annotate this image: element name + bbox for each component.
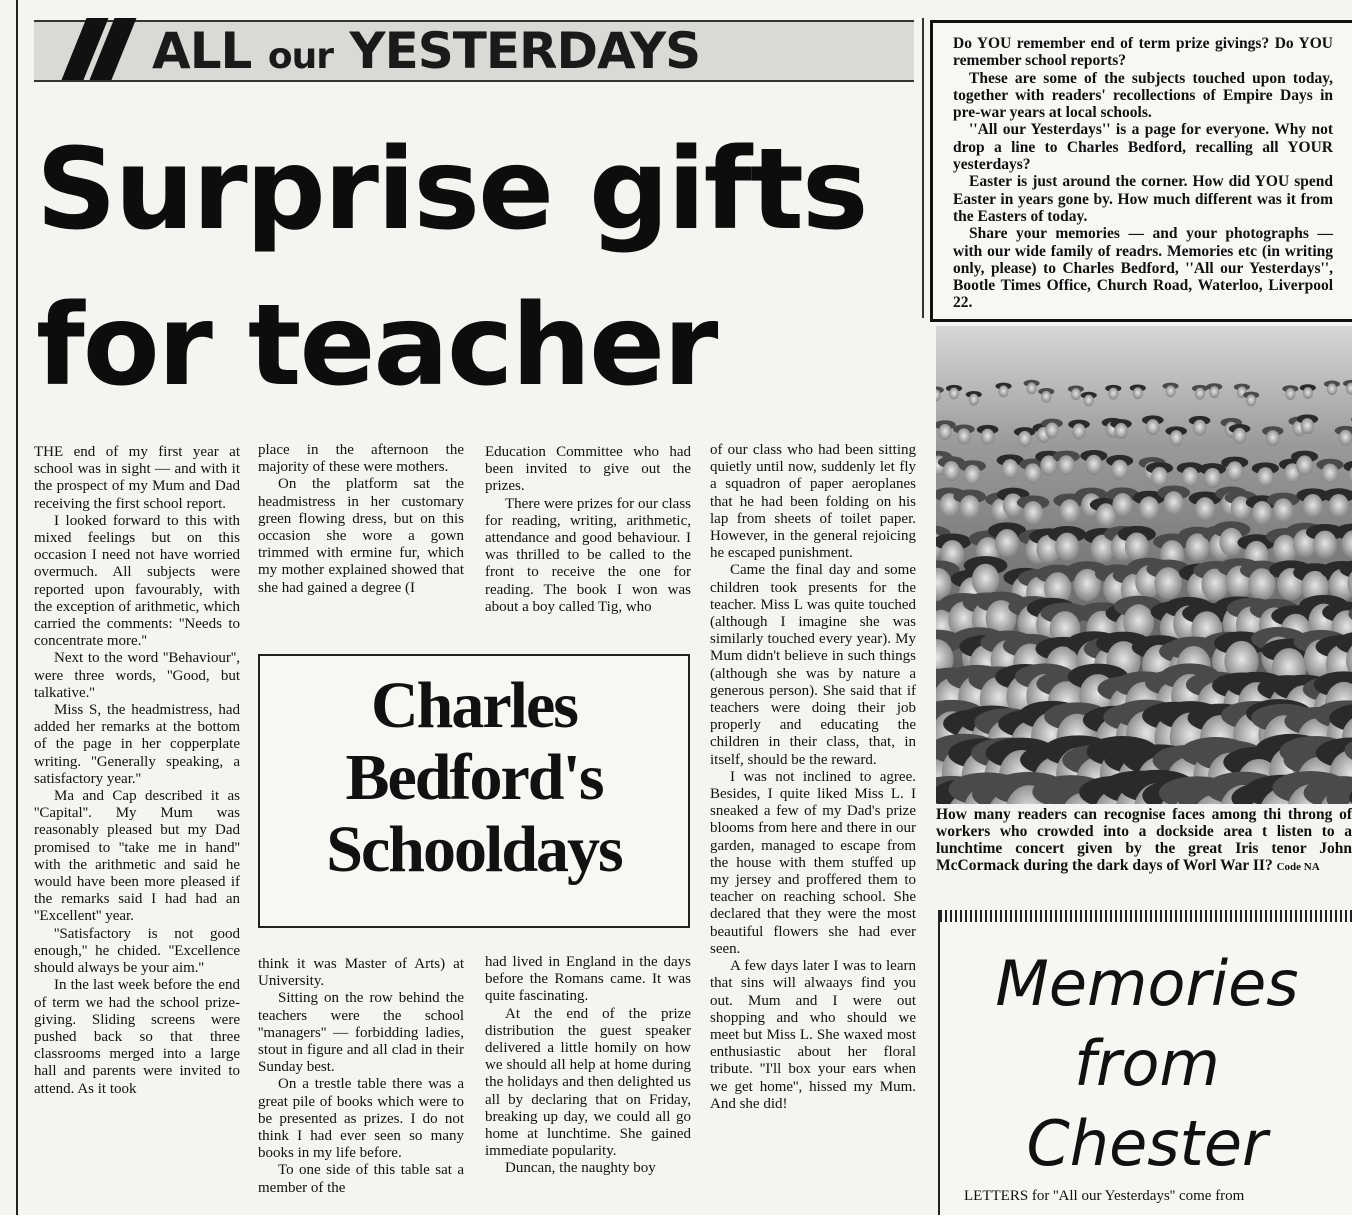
page-left-rule [16, 0, 18, 1215]
feature-line-1: Charles [371, 669, 577, 742]
paragraph: There were prizes for our class for reading, writing, arithmetic, attendance and good behaviour. I was thrilled to be called to the front to receive the one for reading. The book I won was about a boy called Tig, who [485, 495, 691, 615]
paragraph: Education Committee who had been invited to give out the prizes. [485, 444, 691, 495]
crowd-face [1133, 387, 1143, 399]
masthead-all: ALL [152, 22, 252, 80]
crowd-face [1151, 467, 1168, 487]
crowd-face [1112, 493, 1132, 517]
sidebar-paragraph: Share your memories — and your photographs — with our wide family of readrs. Memories etc (in writing only, please) to Charles Bedford, ''All our Yesterdays'', Bootle Times Office, Church Road, Waterloo, Liverpool 22. [953, 225, 1333, 312]
headline-line-1: Surprise gifts [36, 125, 867, 255]
crowd-face [1108, 388, 1118, 400]
crowd-face [969, 394, 979, 406]
paragraph: think it was Master of Arts) at University. [258, 956, 464, 990]
crowd-face [1045, 422, 1059, 438]
article-column-1 [34, 444, 240, 1098]
memories-border-ticks [940, 910, 1352, 922]
paragraph: To one side of this table sat a member of the [258, 1162, 464, 1196]
sidebar-paragraph: Do YOU remember end of term prize givings? Do YOU remember school reports? [953, 35, 1333, 70]
crowd-face [949, 388, 959, 400]
crowd-face [1023, 501, 1043, 525]
paragraph: I looked forward to this with mixed feelings but on this occasion I need not have worried overmuch. All subjects were reported upon favourably, with the exception of arithmetic, which carried the comments: ''Needs to concentrate more.'' [34, 512, 240, 650]
crowd-face [1002, 459, 1019, 479]
crowd-face [1182, 467, 1199, 487]
paragraph: Miss S, the headmistress, had added her remarks at the bottom of the page in her copperplate writing. ''Generally speaking, a satisfactory year.'' [34, 702, 240, 787]
feature-line-3: Schooldays [326, 813, 622, 886]
crowd-face [1071, 388, 1081, 400]
crowd-face [1257, 467, 1274, 487]
sidebar-paragraph: ''All our Yesterdays'' is a page for everyone. Why not drop a line to Charles Bedford, recalling all YOUR yesterdays? [953, 121, 1333, 174]
memories-text: LETTERS for ''All our Yesterdays'' come from [964, 1188, 1245, 1204]
paragraph: I was not inclined to agree. Besides, I quite liked Miss L. I sneaked a few of my Dad's prize blooms from here and there in our garden, managed to escape from the house with them stuffed up my jersey and proffered them to teacher on reaching school. She declared that they were the most beautiful flowers she had ever seen. [710, 768, 916, 957]
masthead-title [152, 24, 700, 84]
crowd-face [1285, 388, 1295, 400]
crowd-face [1209, 386, 1219, 398]
photo-caption [936, 806, 1352, 876]
crowd-face [1301, 418, 1315, 434]
sidebar-paragraph: These are some of the subjects touched upon today, together with readers' recollections of Empire Days in pre-war years at local schools. [953, 69, 1333, 122]
headline [36, 112, 926, 424]
crowd-face [1084, 395, 1094, 407]
crowd-face [1114, 423, 1128, 439]
crowd-face [1226, 461, 1243, 481]
crowd-face [1266, 430, 1280, 446]
paragraph: At the end of the prize distribution the guest speaker delivered a little homily on how we should all help at home during the holidays and then delighted us all by declaring that on Friday, breaking up day, we could all go home at lunchtime. She gained immediate popularity. [485, 1005, 691, 1160]
crowd-face [1327, 383, 1337, 395]
paragraph: Next to the word ''Behaviour'', were three words, ''Good, but talkative.'' [34, 650, 240, 701]
crowd-photo-image [936, 326, 1352, 804]
crowd-face [1125, 532, 1149, 560]
paragraph: A few days later I was to learn that sins will alwaays find you out. Mum and I were out shopping and who should we meet but Miss L. She waxed most enthusiastic about her floral tribute. ''I'll box your ears when we get home'', hissed my Mum. And she did! [710, 958, 916, 1112]
crowd-face [1041, 391, 1051, 403]
crowd-face [1246, 394, 1256, 406]
crowd-face [1027, 383, 1037, 395]
paragraph: In the last week before the end of term we had the school prize-giving. Sliding screens were pushed back so that three classrooms merged into a large hall and parents were invited to attend. As it took [34, 977, 240, 1097]
masthead-band [34, 20, 914, 82]
crowd-face [1085, 455, 1102, 475]
crowd-face [1155, 567, 1182, 599]
crowd-face [1166, 385, 1176, 397]
memories-line-2: from [1074, 1027, 1220, 1100]
masthead-our: our [267, 36, 333, 77]
crowd-face [972, 564, 999, 596]
crowd-face [964, 465, 981, 485]
crowd-face [1195, 388, 1205, 400]
headline-line-2: for teacher [36, 281, 717, 411]
crowd-face [1055, 533, 1079, 561]
crowd-face [1204, 468, 1221, 488]
memories-line-3: Chester [1026, 1107, 1268, 1180]
crowd-face [995, 529, 1019, 557]
article-column-2-top [258, 442, 464, 597]
paragraph: had lived in England in the days before the Romans came. It was quite fascinating. [485, 954, 691, 1005]
crowd-face [1072, 423, 1086, 439]
crowd-face [1302, 494, 1322, 518]
crowd-face [1169, 430, 1183, 446]
feature-box [258, 654, 690, 928]
article-column-2-bottom [258, 956, 464, 1197]
article-column-3-bottom [485, 954, 691, 1178]
crowd-face [1296, 455, 1313, 475]
masthead-yesterdays: YESTERDAYS [349, 22, 701, 80]
sidebar-paragraph: Easter is just around the corner. How did YOU spend Easter in years gone by. How much different was it from the Easters of today. [953, 173, 1333, 225]
crowd-face [1139, 496, 1159, 520]
paragraph: On the platform sat the headmistress in her customary green flowing dress, but on this occasion she wore a gown trimmed with ermine fur, which my mother explained showed that she had gained a degree (I [258, 476, 464, 596]
crowd-face [1339, 430, 1352, 446]
paragraph: ''Satisfactory is not good enough,'' he chided. ''Excellence should always be your aim.'' [34, 925, 240, 977]
memories-line-1: Memories [995, 947, 1299, 1020]
caption-text: How many readers can recognise faces among thi throng of workers who crowded into a dockside area t listen to a lunchtime concert given by the great Iris tenor John McCormack during the dark days of Worl War II? [936, 806, 1352, 874]
crowd-face [1303, 387, 1313, 399]
crowd-face [1195, 497, 1215, 521]
crowd-face [1163, 491, 1183, 515]
article-column-4 [710, 442, 916, 1113]
crowd-face [1273, 498, 1293, 522]
crowd-face [938, 424, 952, 440]
crowd-face [1321, 463, 1338, 483]
paragraph: of our class who had been sitting quietly until now, suddenly let fly a squadron of paper aeroplanes that he had been folding on his lap from sheets of toilet paper. However, in the general rejoicing he escaped punishment. [710, 442, 916, 562]
memories-title [940, 944, 1352, 1184]
crowd-face [943, 461, 960, 481]
crowd-face [1252, 501, 1272, 525]
crowd-face [959, 495, 979, 519]
paragraph: place in the afternoon the majority of these were mothers. [258, 442, 464, 476]
paragraph: THE end of my first year at school was in sight — and with it the prospect of my Mum and Dad receiving the first school report. [34, 444, 240, 512]
paragraph: On a trestle table there was a great pile of books which were to be presented as prizes. I do not think I had ever seen so many books in my life before. [258, 1076, 464, 1162]
crowd-face [1059, 499, 1079, 523]
paragraph: Duncan, the naughty boy [505, 1160, 656, 1177]
crowd-face [999, 385, 1009, 397]
sidebar-promo-box [930, 20, 1352, 322]
sidebar-text [953, 35, 1333, 312]
crowd-face [981, 429, 995, 445]
paragraph: Ma and Cap described it as ''Capital''. My Mum was reasonably pleased but my Dad promised to ''take me in hand'' with the arithmetic and said he would have been more pleased if the remarks said I had had an ''Excellent'' year. [34, 788, 240, 925]
crowd-face [1329, 494, 1349, 518]
paragraph: Sitting on the row behind the teachers were the school ''managers'' — forbidding ladies, stout in figure and all clad in their Sunday best. [258, 990, 464, 1076]
crowd-face [1233, 428, 1247, 444]
crowd-face [957, 428, 971, 444]
crowd-photo [936, 326, 1352, 804]
crowd-face [1018, 431, 1032, 447]
crowd-face [1193, 420, 1207, 436]
crowd-face [1024, 463, 1041, 483]
sidebar-divider [922, 18, 924, 318]
crowd-face [1111, 460, 1128, 480]
crowd-face [1146, 419, 1160, 435]
crowd-face [1058, 455, 1075, 475]
memories-box [938, 910, 1352, 1215]
feature-line-2: Bedford's [345, 741, 603, 814]
feature-title [260, 670, 688, 886]
article-column-3-top [485, 444, 691, 616]
paragraph: Came the final day and some children took presents for the teacher. Miss L was quite touched (although I imagine she was similarly touched every year). My Mum didn't believe in such things (although she was by nature a generous person). She said that if teachers were doing their job properly and educating the children in their class, that, in itself, should be the reward. [710, 562, 916, 768]
crowd-face [1313, 531, 1337, 559]
caption-code: Code NA [1276, 861, 1320, 873]
crowd-face [1273, 535, 1297, 563]
